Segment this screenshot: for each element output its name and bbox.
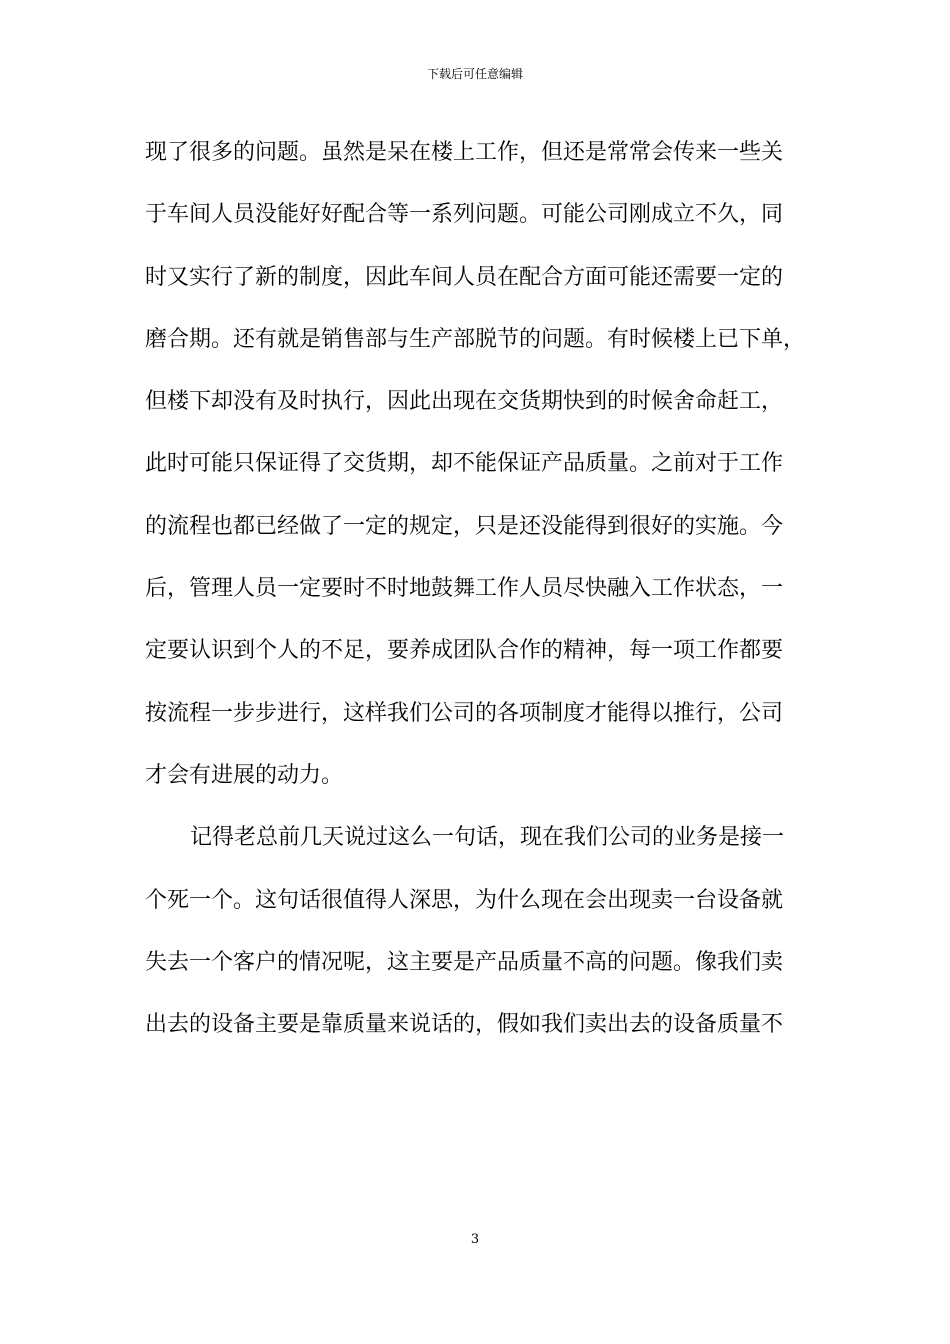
text-line: 后，管理人员一定要时不时地鼓舞工作人员尽快融入工作状态，一: [145, 576, 784, 602]
text-line: 定要认识到个人的不足，要养成团队合作的精神，每一项工作都要: [145, 638, 784, 664]
text-line: 但楼下却没有及时执行，因此出现在交货期快到的时候舍命赶工，: [145, 389, 784, 415]
text-line: 才会有进展的动力。: [145, 762, 344, 788]
text-line: 个死一个。这句话很值得人深思，为什么现在会出现卖一台设备就: [145, 887, 784, 913]
page-number: 3: [470, 1232, 480, 1247]
text-line: 按流程一步步进行，这样我们公司的各项制度才能得以推行，公司: [145, 700, 784, 726]
text-line: 现了很多的问题。虽然是呆在楼上工作，但还是常常会传来一些关: [145, 140, 784, 165]
text-line: 时又实行了新的制度，因此车间人员在配合方面可能还需要一定的: [145, 264, 784, 290]
text-line: 的流程也都已经做了一定的规定，只是还没能得到很好的实施。今: [145, 513, 784, 539]
text-line: 出去的设备主要是靠质量来说话的，假如我们卖出去的设备质量不: [145, 1012, 784, 1038]
text-line: 磨合期。还有就是销售部与生产部脱节的问题。有时候楼上已下单，: [145, 326, 806, 352]
text-line: 于车间人员没能好好配合等一系列问题。可能公司刚成立不久，同: [145, 202, 784, 228]
document-body: [145, 133, 815, 1067]
page-header: 下载后可任意编辑: [426, 67, 523, 81]
text-line: 此时可能只保证得了交货期，却不能保证产品质量。之前对于工作: [145, 451, 784, 477]
paragraph-start-line: 记得老总前几天说过这么一句话，现在我们公司的业务是接一: [190, 825, 785, 851]
text-line: 失去一个客户的情况呢，这主要是产品质量不高的问题。像我们卖: [145, 949, 784, 975]
